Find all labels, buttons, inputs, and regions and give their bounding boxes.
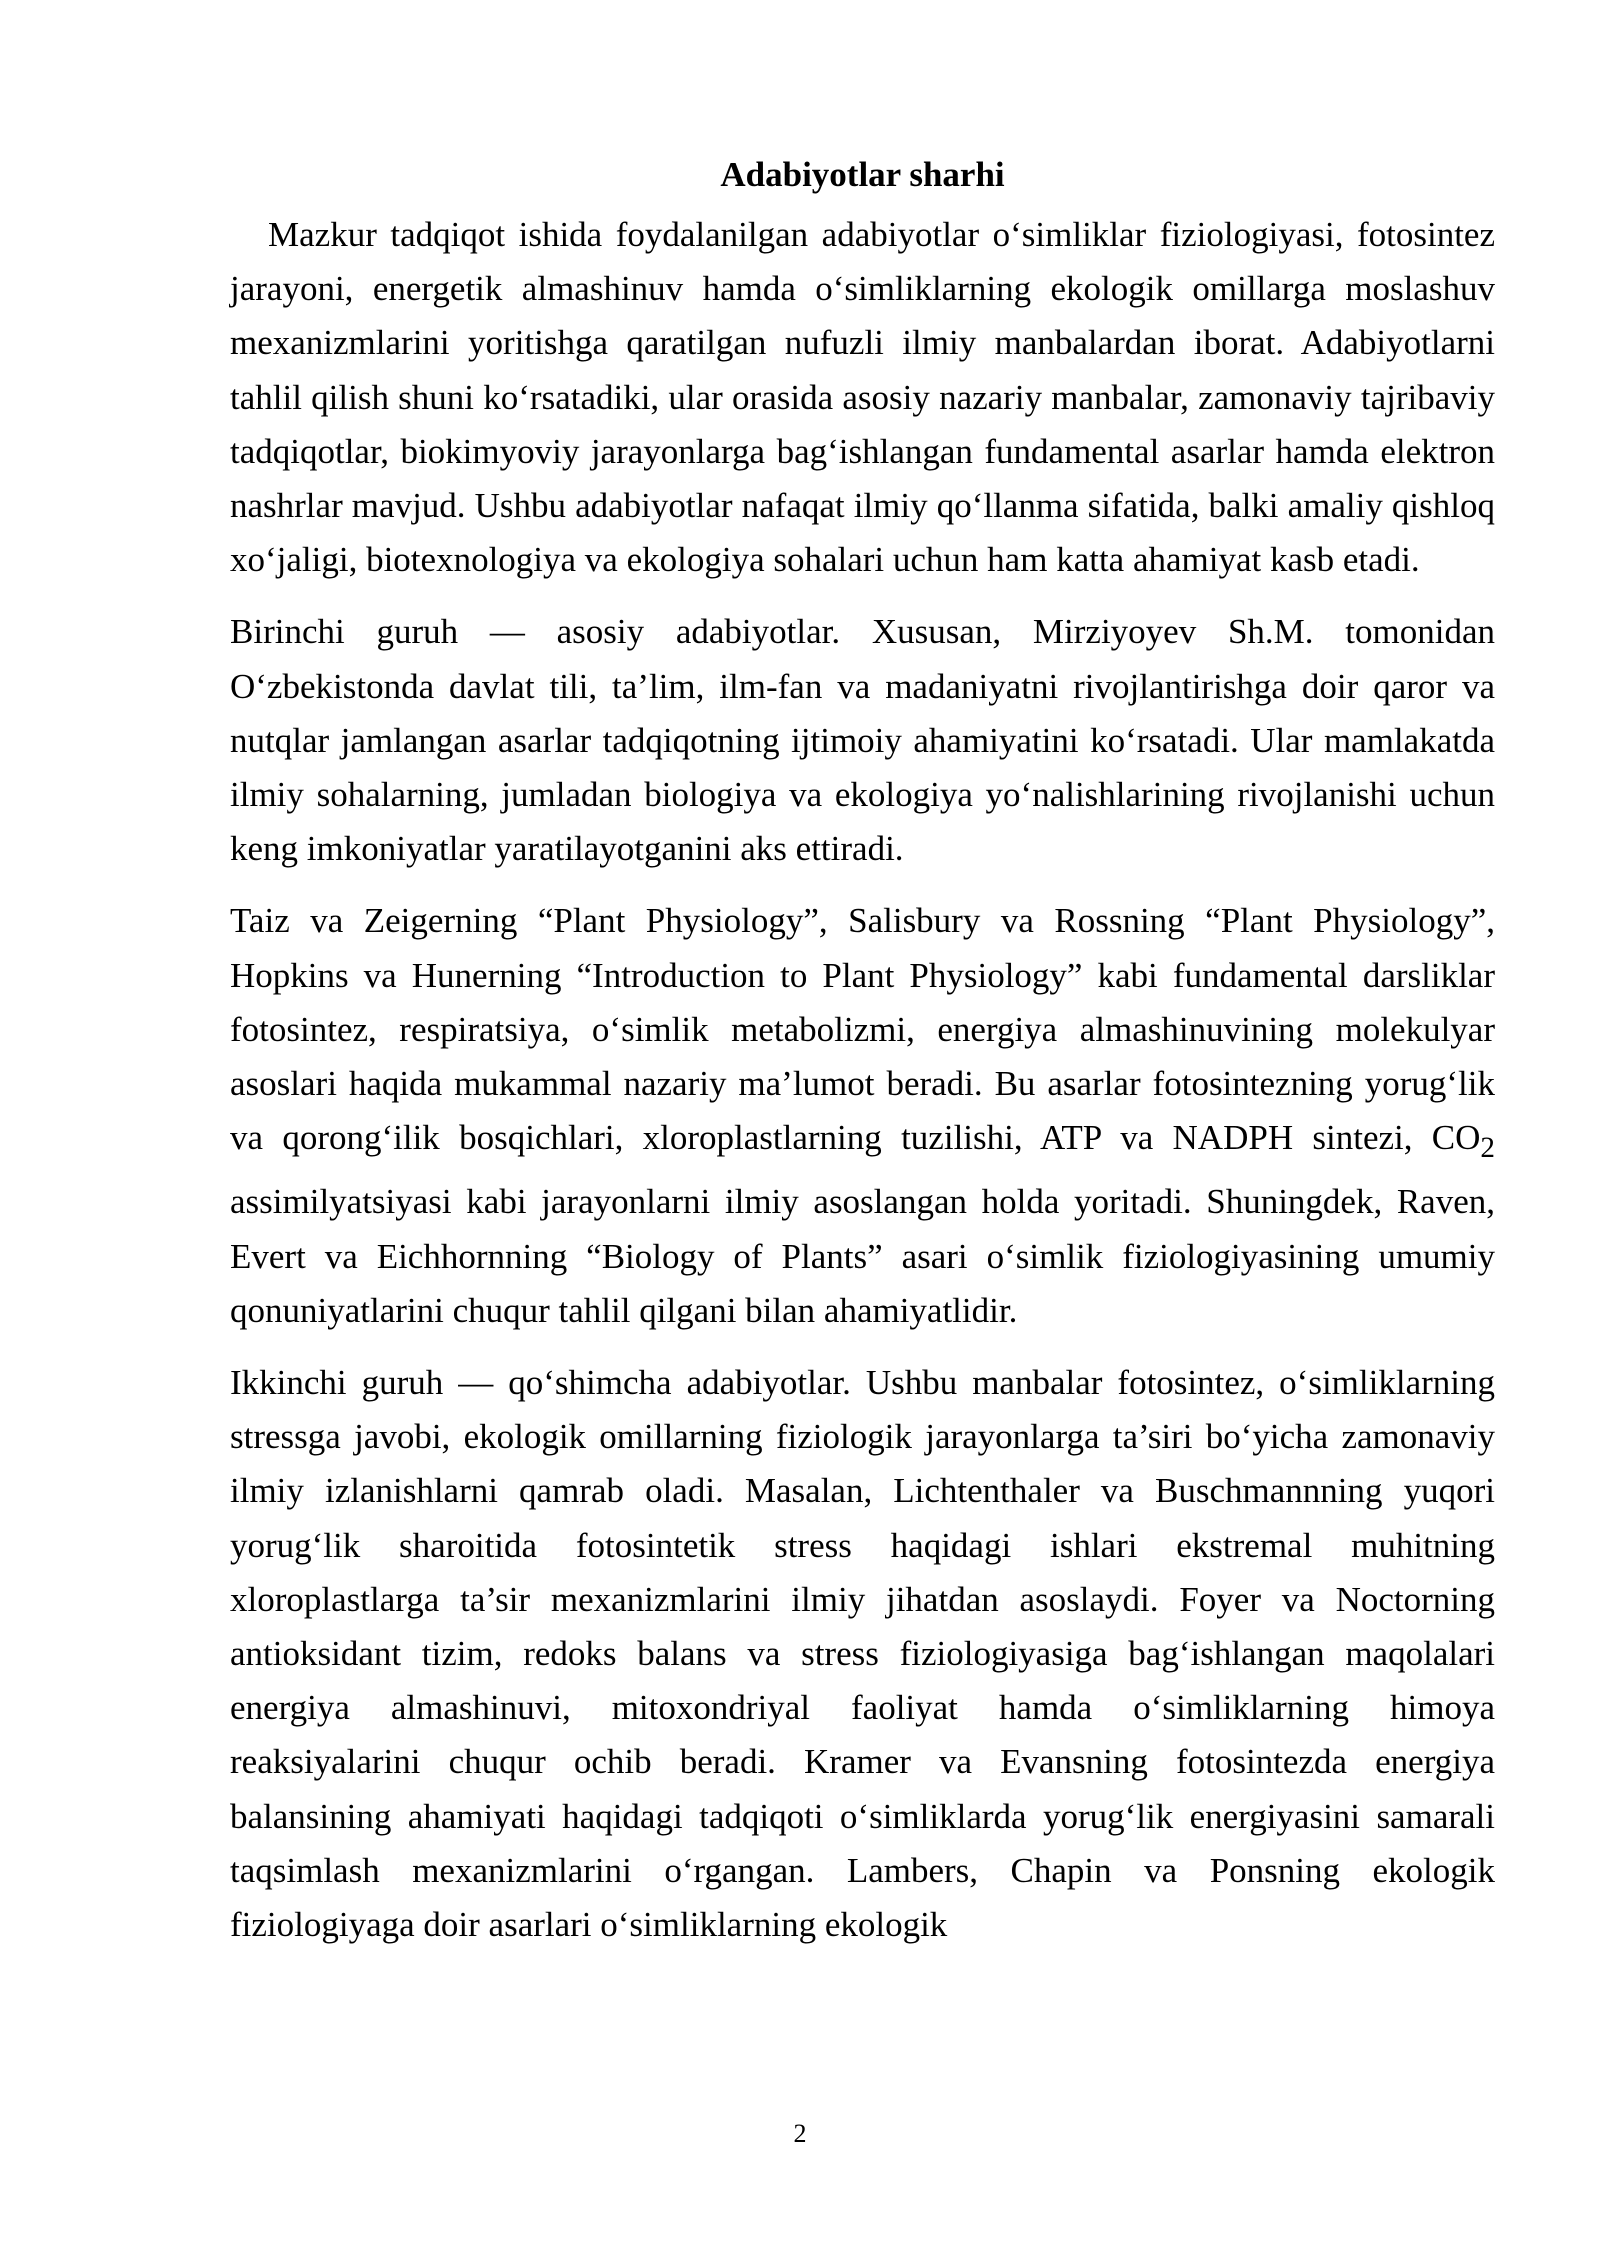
paragraph-text-part: assimilyatsiyasi kabi jarayonlarni ilmiy asoslangan holda yoritadi. Shuningdek, Raven, Evert va Eichhornning “Biology of Plants” asari o‘simlik fiziologiyasining umumiy qonuniyatlarini chuqur tahlil qilgani bilan ahamiyatlidir. xyxy=(230,1182,1495,1330)
paragraph-fundamental-textbooks xyxy=(230,894,1495,1338)
paragraph-additional-literature: Ikkinchi guruh — qo‘shimcha adabiyotlar. Ushbu manbalar fotosintez, o‘simliklarning stressga javobi, ekologik omillarning fiziologik jarayonlarga ta’siri bo‘yicha zamonaviy ilmiy izlanishlarni qamrab oladi. Masalan, Lichtenthaler va Buschmannning yuqori yorug‘lik sharoitida fotosintetik stress haqidagi ishlari ekstremal muhitning xloroplastlarga ta’sir mexanizmlarini ilmiy jihatdan asoslaydi. Foyer va Noctorning antioksidant tizim, redoks balans va stress fiziologiyasiga bag‘ishlangan maqolalari energiya almashinuvi, mitoxondriyal faoliyat hamda o‘simliklarning himoya reaksiyalarini chuqur ochib beradi. Kramer va Evansning fotosintezda energiya balansining ahamiyati haqidagi tadqiqoti o‘simliklarda yorug‘lik energiyasini samarali taqsimlash mexanizmlarini o‘rgangan. Lambers, Chapin va Ponsning ekologik fiziologiyaga doir asarlari o‘simliklarning ekologik xyxy=(230,1363,1495,1945)
paragraph-primary-literature: Birinchi guruh — asosiy adabiyotlar. Xususan, Mirziyoyev Sh.M. tomonidan O‘zbekistonda davlat tili, ta’lim, ilm-fan va madaniyatni rivojlantirishga doir qaror va nutqlar jamlangan asarlar tadqiqotning ijtimoiy ahamiyatini ko‘rsatadi. Ular mamlakatda ilmiy sohalarning, jumladan biologiya va ekologiya yo‘nalishlarining rivojlanishi uchun keng imkoniyatlar yaratilayotganini aks ettiradi. xyxy=(230,612,1495,869)
page-number: 2 xyxy=(793,2119,807,2148)
paragraph-text-part: Taiz va Zeigerning “Plant Physiology”, Salisbury va Rossning “Plant Physiology”, Hopkins va Hunerning “Introduction to Plant Physiology” kabi fundamental darsliklar fotosintez, respiratsiya, o‘simlik metabolizmi, energiya almashinuvining molekulyar asoslari haqida mukammal nazariy ma’lumot beradi. Bu asarlar fotosintezning yorug‘lik va qorong‘ilik bosqichlari, xloroplastlarning tuzilishi, ATP va NADPH sintezi, CO xyxy=(230,901,1495,1158)
document-page xyxy=(230,148,1495,1970)
co2-subscript: 2 xyxy=(1480,1132,1495,1165)
section-title: Adabiyotlar sharhi xyxy=(720,155,1005,194)
paragraph-intro: Mazkur tadqiqot ishida foydalanilgan adabiyotlar o‘simliklar fiziologiyasi, fotosintez jarayoni, energetik almashinuv hamda o‘simliklarning ekologik omillarga moslashuv mexanizmlarini yoritishga qaratilgan nufuzli ilmiy manbalardan iborat. Adabiyotlarni tahlil qilish shuni ko‘rsatadiki, ular orasida asosiy nazariy manbalar, zamonaviy tajribaviy tadqiqotlar, biokimyoviy jarayonlarga bag‘ishlangan fundamental asarlar hamda elektron nashrlar mavjud. Ushbu adabiyotlar nafaqat ilmiy qo‘llanma sifatida, balki amaliy qishloq xo‘jaligi, biotexnologiya va ekologiya sohalari uchun ham katta ahamiyat kasb etadi. xyxy=(230,215,1495,580)
